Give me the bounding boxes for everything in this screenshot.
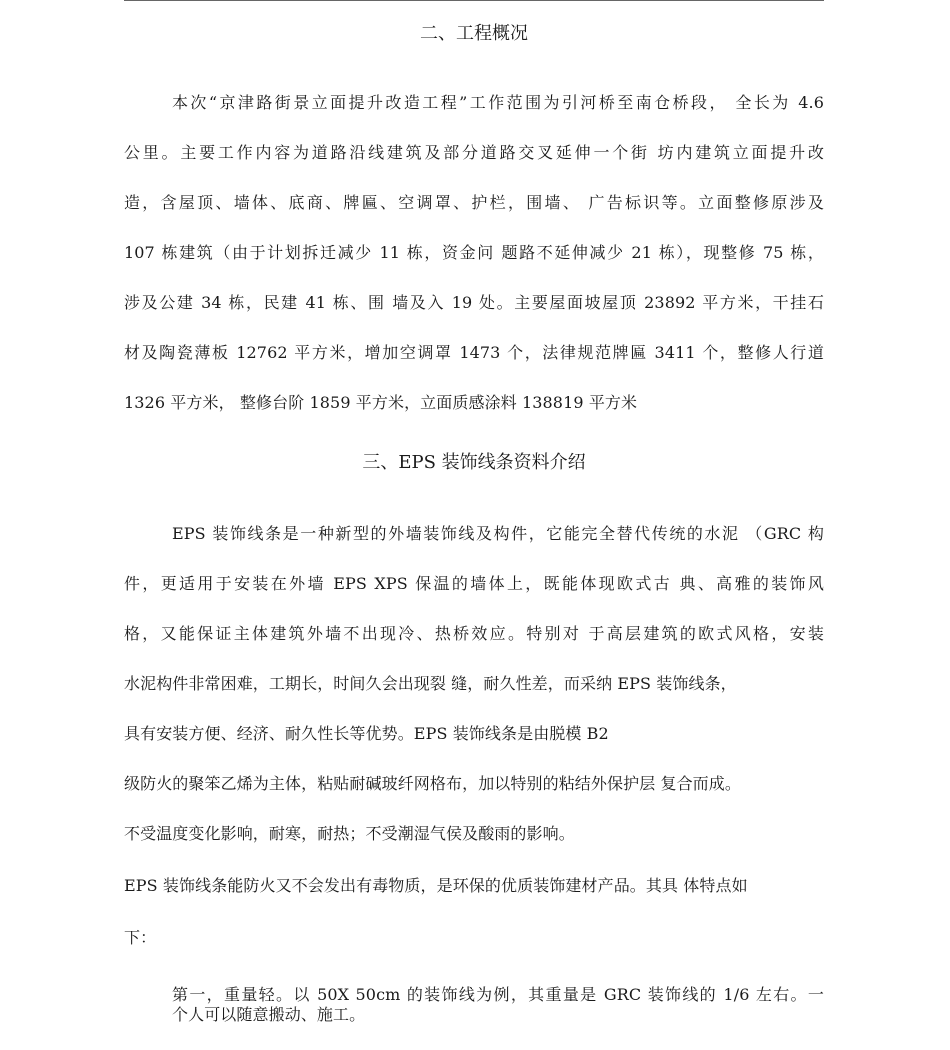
paragraph-line: 本次“京津路街景立面提升改造工程”工作范围为引河桥至南仓桥段， 全长为 4.6 xyxy=(172,93,824,112)
paragraph-line: 级防火的聚笨乙烯为主体，粘贴耐碱玻纤网格布，加以特别的粘结外保护层 复合而成。 xyxy=(124,774,741,793)
paragraph-line: 107 栋建筑（由于计划拆迁减少 11 栋，资金问 题路不延伸减少 21 栋），现整修 75 栋， xyxy=(124,243,824,262)
point-one-line: 个人可以随意搬动、施工。 xyxy=(172,1005,366,1024)
paragraph-line: 不受温度变化影响，耐寒，耐热；不受潮湿气侯及酸雨的影响。 xyxy=(124,824,575,843)
top-rule xyxy=(124,0,824,1)
point-one-line: 第一，重量轻。以 50X 50cm 的装饰线为例，其重量是 GRC 装饰线的 1/6 左右。一 xyxy=(172,985,824,1004)
paragraph-line: 公里。主要工作内容为道路沿线建筑及部分道路交叉延伸一个街 坊内建筑立面提升改 xyxy=(124,143,824,162)
paragraph-line: EPS 装饰线条能防火又不会发出有毒物质，是环保的优质装饰建材产品。其具 体特点如 xyxy=(124,876,748,895)
paragraph-line: 具有安装方便、经济、耐久性长等优势。EPS 装饰线条是由脱模 B2 xyxy=(124,724,609,743)
paragraph-line: 下： xyxy=(124,928,157,947)
section-heading-eps-intro: 三、EPS 装饰线条资料介绍 xyxy=(362,452,586,473)
paragraph-line: 造，含屋顶、墙体、底商、牌匾、空调罩、护栏，围墙、 广告标识等。立面整修原涉及 xyxy=(124,193,824,212)
paragraph-line: 涉及公建 34 栋，民建 41 栋、围 墙及入 19 处。主要屋面坡屋顶 23892 平方米，干挂石 xyxy=(124,293,824,312)
paragraph-line: 1326 平方米， 整修台阶 1859 平方米，立面质感涂料 138819 平方米 xyxy=(124,393,638,412)
paragraph-line: 格，又能保证主体建筑外墙不出现冷、热桥效应。特别对 于高层建筑的欧式风格，安装 xyxy=(124,624,824,643)
section-heading-project-overview: 二、工程概况 xyxy=(420,23,528,44)
paragraph-line: 材及陶瓷薄板 12762 平方米，增加空调罩 1473 个，法律规范牌匾 3411 个，整修人行道 xyxy=(124,343,824,362)
paragraph-line: EPS 装饰线条是一种新型的外墙装饰线及构件，它能完全替代传统的水泥 （GRC 构 xyxy=(172,524,824,543)
paragraph-line: 水泥构件非常困难，工期长，时间久会出现裂 缝，耐久性差，而采纳 EPS 装饰线条， xyxy=(124,674,737,693)
paragraph-line: 件，更适用于安装在外墙 EPS XPS 保温的墙体上，既能体现欧式古 典、高雅的装饰风 xyxy=(124,574,824,593)
